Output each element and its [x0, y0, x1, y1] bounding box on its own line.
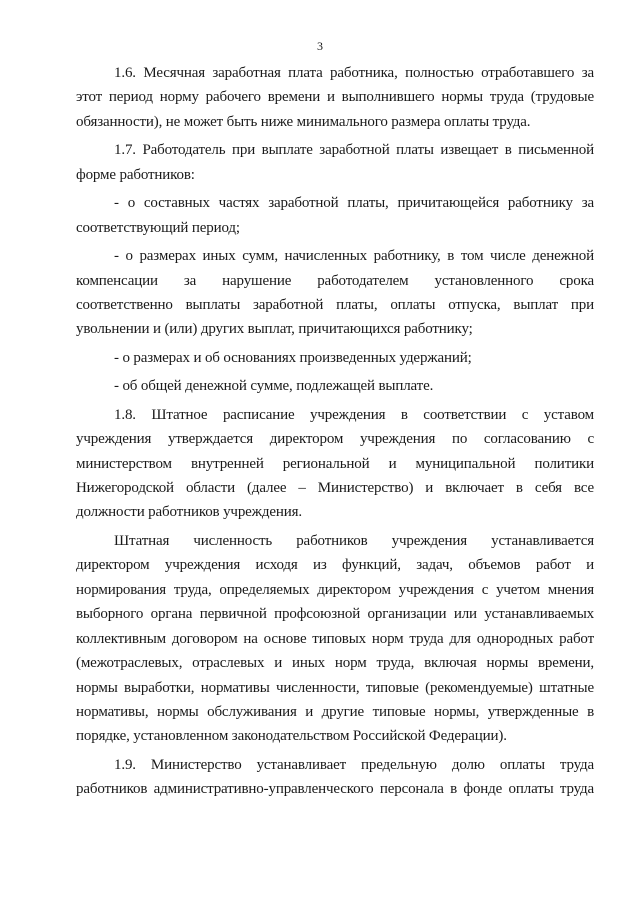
text-line: форме работников:: [76, 166, 195, 183]
text-line: министерством внутренней региональной и муниципальной политики: [76, 455, 594, 472]
paragraph-1-7-a: [76, 191, 594, 240]
page-number: 3: [317, 39, 323, 53]
text-line: 1.7. Работодатель при выплате заработной платы извещает в письменной: [114, 142, 594, 159]
text-line: Нижегородской области (далее – Министерство) и включает в себя все: [76, 480, 594, 496]
text-line: выборного органа первичной профсоюзной организации или устанавливаемых: [76, 606, 594, 623]
text-line: нормы выработки, нормативы численности, типовые (рекомендуемые) штатные: [76, 679, 594, 696]
paragraph-1-8: [76, 403, 594, 525]
text-line: Штатная численность работников учреждения устанавливается: [114, 532, 594, 549]
text-line: - о размерах иных сумм, начисленных работнику, в том числе денежной: [114, 248, 594, 265]
text-line: нормативы, нормы обслуживания и другие типовые нормы, утвержденные в: [76, 703, 594, 720]
text-line: увольнении и (или) других выплат, причитающихся работнику;: [76, 321, 473, 338]
text-line: порядке, установленном законодательством Российской Федерации).: [76, 728, 507, 745]
paragraph-1-7: [76, 138, 594, 187]
text-line: 1.8. Штатное расписание учреждения в соответствии с уставом: [114, 406, 594, 423]
paragraph-1-9: [76, 753, 594, 802]
text-line: этот период норму рабочего времени и выполнившего нормы труда (трудовые: [76, 89, 594, 106]
text-line: - об общей денежной сумме, подлежащей выплате.: [114, 378, 434, 395]
paragraph-1-7-b: [76, 244, 594, 342]
text-line: (межотраслевых, отраслевых и иных норм труда, включая нормы времени,: [76, 655, 594, 672]
text-line: коллективным договором на основе типовых норм труда для однородных работ: [76, 630, 594, 647]
document-body: [76, 61, 594, 802]
text-line: соответствующий период;: [76, 219, 240, 236]
text-line: - о составных частях заработной платы, причитающейся работнику за: [114, 195, 594, 212]
text-line: учреждения утверждается директором учреждения по согласованию с: [76, 431, 594, 448]
text-line: нормирования труда, определяемых директором учреждения с учетом мнения: [76, 581, 594, 598]
text-line: директором учреждения исходя из функций, задач, объемов работ и: [76, 557, 594, 574]
text-line: работников административно-управленческого персонала в фонде оплаты труда: [76, 781, 594, 798]
text-line: обязанности), не может быть ниже минимального размера оплаты труда.: [76, 113, 531, 130]
paragraph-1-7-d: [76, 374, 594, 398]
paragraph-staff: [76, 529, 594, 749]
text-line: - о размерах и об основаниях произведенных удержаний;: [114, 349, 472, 366]
text-line: соответственно выплаты заработной платы, оплаты отпуска, выплат при: [76, 296, 594, 313]
text-line: компенсации за нарушение работодателем установленного срока: [76, 272, 594, 289]
paragraph-1-6: [76, 61, 594, 134]
text-line: 1.6. Месячная заработная плата работника, полностью отработавшего за: [114, 65, 594, 81]
paragraph-1-7-c: [76, 346, 594, 370]
text-line: 1.9. Министерство устанавливает предельную долю оплаты труда: [114, 756, 594, 773]
text-line: должности работников учреждения.: [76, 504, 302, 521]
